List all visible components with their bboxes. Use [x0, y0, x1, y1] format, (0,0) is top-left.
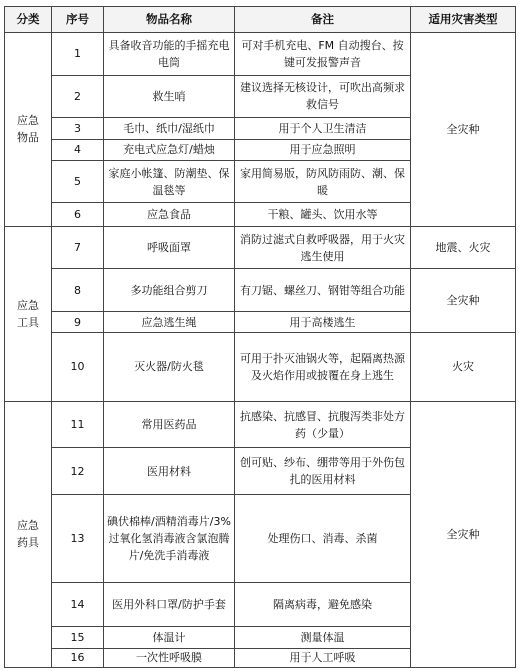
- item-note: 用于高楼逃生: [235, 312, 411, 333]
- item-note: 用于应急照明: [235, 139, 411, 160]
- item-name: 呼吸面罩: [104, 226, 235, 269]
- item-name: 家庭小帐篷、防潮垫、保温毯等: [104, 160, 235, 203]
- row-number: 11: [52, 401, 104, 448]
- item-note: 抗感染、抗感冒、抗腹泻类非处方药（少量）: [235, 401, 411, 448]
- header-note: 备注: [235, 7, 411, 33]
- row-number: 9: [52, 312, 104, 333]
- item-note: 可对手机充电、FM 自动搜台、按键可发报警声音: [235, 33, 411, 76]
- emergency-supplies-table: [4, 6, 516, 668]
- item-name: 医用外科口罩/防护手套: [104, 582, 235, 627]
- table-row: [5, 333, 516, 401]
- header-item-name: 物品名称: [104, 7, 235, 33]
- item-name: 应急逃生绳: [104, 312, 235, 333]
- item-note: 处理伤口、消毒、杀菌: [235, 495, 411, 582]
- row-number: 13: [52, 495, 104, 582]
- row-number: 14: [52, 582, 104, 627]
- item-name: 一次性呼吸膜: [104, 648, 235, 667]
- item-note: 隔离病毒，避免感染: [235, 582, 411, 627]
- item-name: 医用材料: [104, 448, 235, 495]
- table-row: [5, 269, 516, 312]
- category-medical: 应急药具: [5, 401, 52, 667]
- item-note: 可用于扑灭油锅火等，起隔离热源及火焰作用或披覆在身上逃生: [235, 333, 411, 401]
- item-name: 充电式应急灯/蜡烛: [104, 139, 235, 160]
- row-number: 8: [52, 269, 104, 312]
- item-note: 测量体温: [235, 627, 411, 648]
- item-note: 用于个人卫生清洁: [235, 118, 411, 139]
- row-number: 10: [52, 333, 104, 401]
- item-name: 毛巾、纸巾/湿纸巾: [104, 118, 235, 139]
- header-category: 分类: [5, 7, 52, 33]
- row-number: 1: [52, 33, 104, 76]
- row-number: 15: [52, 627, 104, 648]
- disaster-type-all: 全灾种: [411, 33, 516, 227]
- item-name: 具备收音功能的手摇充电电筒: [104, 33, 235, 76]
- row-number: 5: [52, 160, 104, 203]
- disaster-type-all-medical: 全灾种: [411, 401, 516, 667]
- item-note: 用于人工呼吸: [235, 648, 411, 667]
- item-name: 常用医药品: [104, 401, 235, 448]
- row-number: 3: [52, 118, 104, 139]
- item-name: 救生哨: [104, 75, 235, 118]
- item-name: 多功能组合剪刀: [104, 269, 235, 312]
- item-name: 体温计: [104, 627, 235, 648]
- item-note: 建议选择无核设计，可吹出高频求救信号: [235, 75, 411, 118]
- table-row: [5, 226, 516, 269]
- disaster-type-quake-fire: 地震、火灾: [411, 226, 516, 269]
- table-row: [5, 401, 516, 448]
- category-tools: 应急工具: [5, 226, 52, 401]
- item-note: 有刀锯、螺丝刀、钢钳等组合功能: [235, 269, 411, 312]
- item-name: 灭火器/防火毯: [104, 333, 235, 401]
- item-note: 创可贴、纱布、绷带等用于外伤包扎的医用材料: [235, 448, 411, 495]
- category-materials: 应急物品: [5, 33, 52, 227]
- row-number: 6: [52, 203, 104, 226]
- row-number: 16: [52, 648, 104, 667]
- table-row: [5, 33, 516, 76]
- item-name: 碘伏棉棒/酒精消毒片/3%过氧化氢消毒液含氯泡腾片/免洗手消毒液: [104, 495, 235, 582]
- row-number: 12: [52, 448, 104, 495]
- header-row: [5, 7, 516, 33]
- header-disaster-type: 适用灾害类型: [411, 7, 516, 33]
- row-number: 2: [52, 75, 104, 118]
- header-number: 序号: [52, 7, 104, 33]
- item-name: 应急食品: [104, 203, 235, 226]
- disaster-type-all-tools: 全灾种: [411, 269, 516, 333]
- item-note: 家用简易版，防风防雨防、潮、保暖: [235, 160, 411, 203]
- item-note: 消防过滤式自救呼吸器，用于火灾逃生使用: [235, 226, 411, 269]
- row-number: 7: [52, 226, 104, 269]
- item-note: 干粮、罐头、饮用水等: [235, 203, 411, 226]
- row-number: 4: [52, 139, 104, 160]
- disaster-type-fire: 火灾: [411, 333, 516, 401]
